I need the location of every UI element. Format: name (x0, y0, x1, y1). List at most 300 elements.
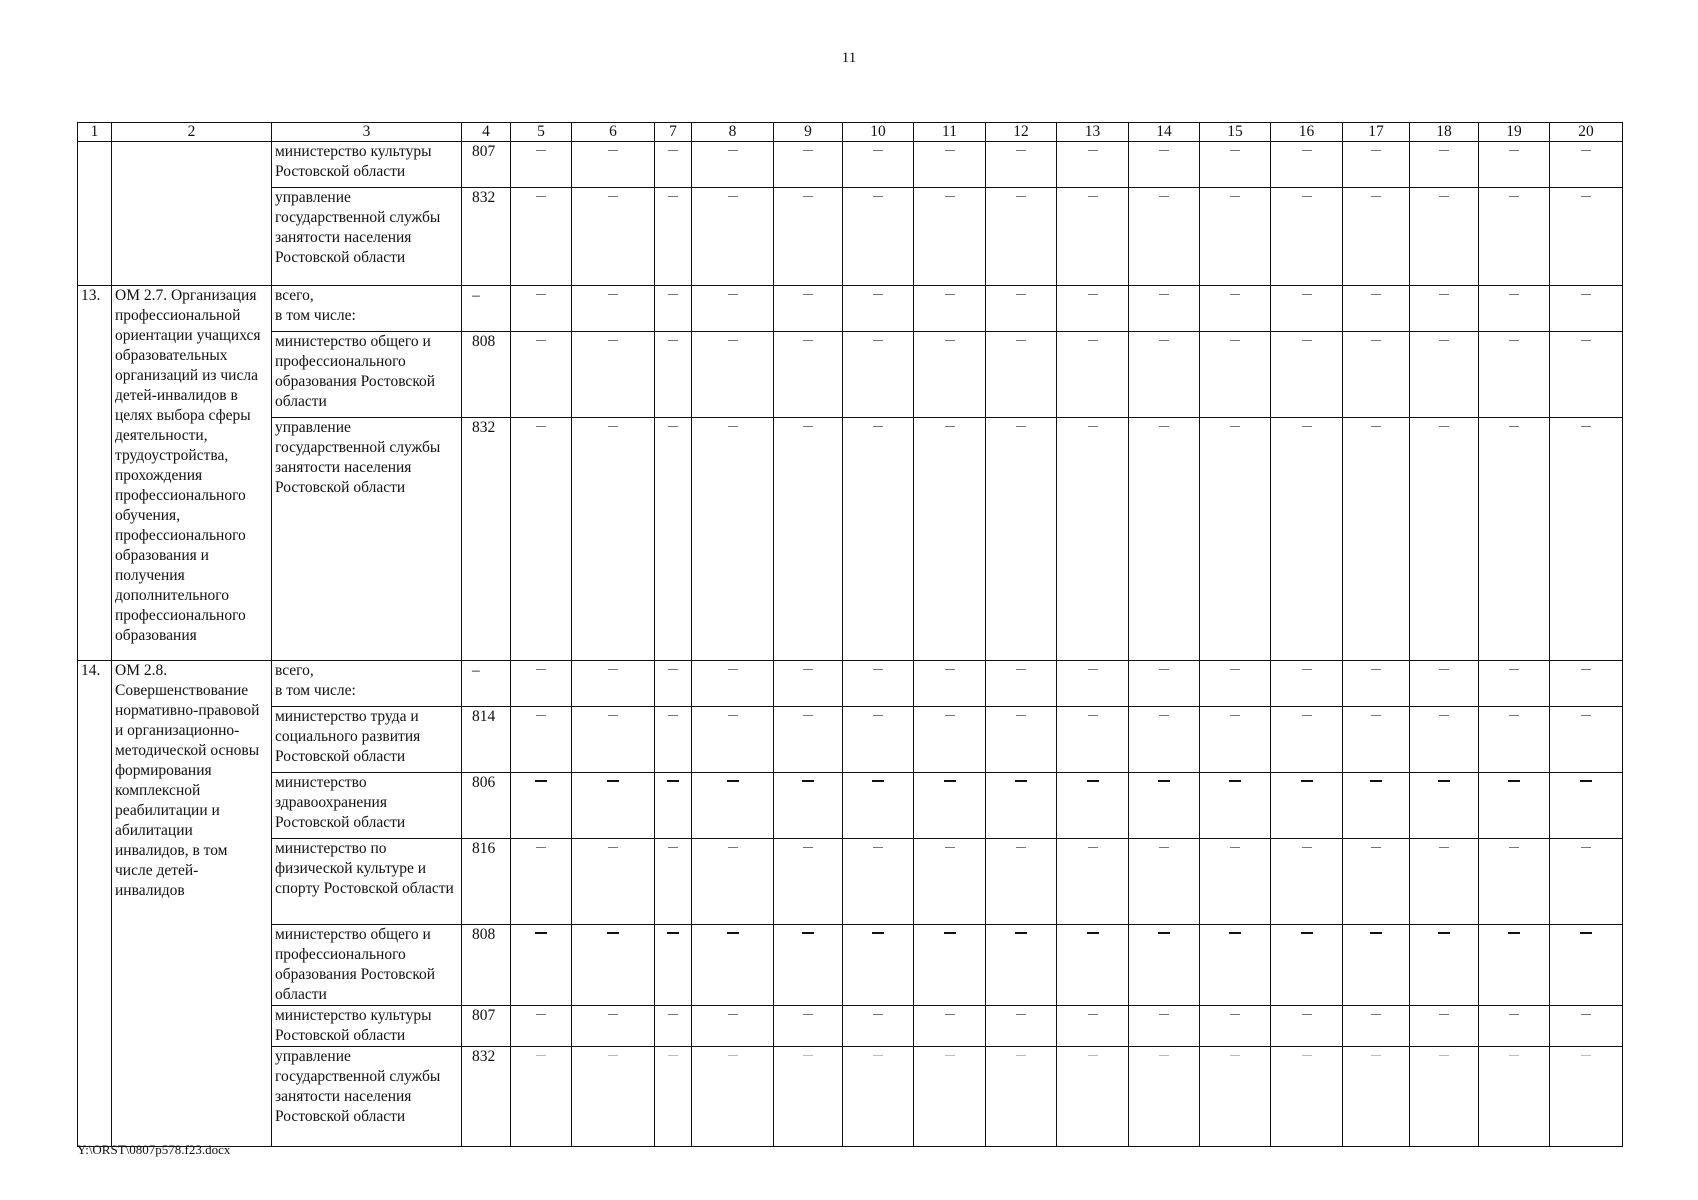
budget-code: 816 (462, 839, 511, 925)
header-cell: 12 (986, 123, 1057, 142)
dash-mark (668, 294, 678, 295)
budget-code: 807 (462, 142, 511, 188)
table-row (78, 773, 1623, 839)
value-cell (1200, 188, 1271, 286)
dash-mark (872, 932, 884, 934)
value-cell (843, 839, 914, 925)
header-cell: 7 (655, 123, 692, 142)
value-cell (914, 332, 986, 418)
dash-mark (1088, 150, 1098, 151)
value-cell (774, 773, 843, 839)
dash-mark (873, 340, 883, 341)
dash-mark (536, 150, 546, 151)
dash-mark (608, 847, 618, 848)
dash-mark (1301, 780, 1313, 782)
value-cell (572, 1006, 655, 1047)
value-cell (1550, 773, 1623, 839)
budget-code: 806 (462, 773, 511, 839)
budget-code: 807 (462, 1006, 511, 1047)
value-cell (1479, 839, 1550, 925)
dash-mark (1159, 426, 1169, 427)
value-cell (1550, 707, 1623, 773)
dash-mark (536, 669, 546, 670)
value-cell (1410, 188, 1479, 286)
dash-mark (1371, 669, 1381, 670)
dash-mark (1302, 294, 1312, 295)
value-cell (655, 839, 692, 925)
value-cell (986, 661, 1057, 707)
dash-mark (668, 669, 678, 670)
value-cell (572, 839, 655, 925)
dash-mark (1581, 669, 1591, 670)
value-cell (1129, 286, 1200, 332)
dash-mark (945, 294, 955, 295)
value-cell (1057, 418, 1129, 661)
dash-mark (668, 150, 678, 151)
value-cell (1343, 142, 1410, 188)
dash-mark (727, 932, 739, 934)
dash-mark (873, 1014, 883, 1015)
dash-mark (1581, 1014, 1591, 1015)
dash-mark (1581, 196, 1591, 197)
value-cell (986, 707, 1057, 773)
value-cell (572, 332, 655, 418)
value-cell (511, 418, 572, 661)
dash-mark (1371, 196, 1381, 197)
dash-mark (1439, 426, 1449, 427)
dash-mark (608, 1014, 618, 1015)
value-cell (914, 773, 986, 839)
dash-mark (1581, 847, 1591, 848)
dash-mark (945, 1014, 955, 1015)
row-number (78, 142, 112, 286)
dash-mark (945, 196, 955, 197)
value-cell (511, 773, 572, 839)
budget-code: 832 (462, 188, 511, 286)
footer-file-path: Y:\ORST\0807p578.f23.docx (77, 1142, 231, 1157)
dash-mark (873, 294, 883, 295)
value-cell (1550, 661, 1623, 707)
value-cell (572, 418, 655, 661)
value-cell (843, 418, 914, 661)
executor-name: управление государственной службы занятости населения Ростовской области (272, 188, 462, 286)
value-cell (511, 707, 572, 773)
header-row (78, 123, 1623, 142)
dash-mark (1581, 150, 1591, 151)
value-cell (692, 773, 774, 839)
dash-mark (873, 150, 883, 151)
table-row (78, 661, 1623, 707)
dash-mark (1016, 150, 1026, 151)
dash-mark (728, 196, 738, 197)
dash-mark (945, 426, 955, 427)
value-cell (692, 188, 774, 286)
value-cell (1343, 188, 1410, 286)
value-cell (1271, 286, 1343, 332)
header-cell: 18 (1410, 123, 1479, 142)
dash-mark (1370, 780, 1382, 782)
dash-mark (535, 932, 547, 934)
executor-name: министерство по физической культуре и спорту Ростовской области (272, 839, 462, 925)
dash-mark (1509, 715, 1519, 716)
dash-mark (728, 1055, 738, 1056)
dash-mark (1159, 150, 1169, 151)
dash-mark (1016, 847, 1026, 848)
value-cell (914, 188, 986, 286)
dash-mark (728, 715, 738, 716)
dash-mark (1439, 340, 1449, 341)
table-row (78, 1047, 1623, 1147)
value-cell (1200, 839, 1271, 925)
value-cell (1479, 142, 1550, 188)
value-cell (1057, 773, 1129, 839)
value-cell (1129, 418, 1200, 661)
dash-mark (728, 669, 738, 670)
dash-mark (1509, 150, 1519, 151)
dash-mark (873, 847, 883, 848)
value-cell (1271, 1047, 1343, 1147)
value-cell (1550, 839, 1623, 925)
dash-mark (1370, 932, 1382, 934)
value-cell (692, 707, 774, 773)
value-cell (692, 925, 774, 1006)
value-cell (914, 1047, 986, 1147)
dash-mark (1015, 932, 1027, 934)
dash-mark (1016, 669, 1026, 670)
value-cell (1057, 286, 1129, 332)
dash-mark (1302, 150, 1312, 151)
dash-mark (1581, 715, 1591, 716)
dash-mark (1230, 715, 1240, 716)
value-cell (843, 707, 914, 773)
value-cell (843, 1047, 914, 1147)
dash-mark (1159, 294, 1169, 295)
dash-mark (1088, 1055, 1098, 1056)
dash-mark (1088, 847, 1098, 848)
dash-mark (803, 847, 813, 848)
executor-name: министерство здравоохранения Ростовской области (272, 773, 462, 839)
value-cell (1200, 1047, 1271, 1147)
dash-mark (803, 1014, 813, 1015)
value-cell (692, 661, 774, 707)
executor-name: управление государственной службы занятости населения Ростовской области (272, 418, 462, 661)
dash-mark (668, 426, 678, 427)
value-cell (1057, 142, 1129, 188)
dash-mark (1230, 669, 1240, 670)
dash-mark (1509, 669, 1519, 670)
value-cell (1550, 1047, 1623, 1147)
value-cell (774, 707, 843, 773)
dash-mark (1158, 932, 1170, 934)
dash-mark (1087, 780, 1099, 782)
value-cell (774, 142, 843, 188)
value-cell (1479, 418, 1550, 661)
value-cell (986, 332, 1057, 418)
dash-mark (1016, 715, 1026, 716)
dash-mark (608, 1055, 618, 1056)
dash-mark (873, 196, 883, 197)
dash-mark (1508, 932, 1520, 934)
dash-mark (944, 932, 956, 934)
dash-mark (728, 150, 738, 151)
dash-mark (1439, 847, 1449, 848)
value-cell (1200, 925, 1271, 1006)
value-cell (1057, 707, 1129, 773)
value-cell (1200, 773, 1271, 839)
value-cell (692, 286, 774, 332)
header-cell: 4 (462, 123, 511, 142)
value-cell (1129, 142, 1200, 188)
dash-mark (1016, 196, 1026, 197)
dash-mark (1230, 196, 1240, 197)
dash-mark (803, 340, 813, 341)
header-cell: 11 (914, 123, 986, 142)
value-cell (774, 332, 843, 418)
dash-mark (1439, 715, 1449, 716)
value-cell (914, 286, 986, 332)
dash-mark (1230, 847, 1240, 848)
value-cell (692, 1047, 774, 1147)
dash-mark (608, 196, 618, 197)
value-cell (572, 661, 655, 707)
dash-mark (1016, 1014, 1026, 1015)
value-cell (986, 188, 1057, 286)
dash-mark (607, 780, 619, 782)
value-cell (1200, 286, 1271, 332)
budget-code: 808 (462, 332, 511, 418)
value-cell (692, 142, 774, 188)
dash-mark (803, 1055, 813, 1056)
value-cell (1129, 773, 1200, 839)
dash-mark (1302, 340, 1312, 341)
value-cell (1200, 707, 1271, 773)
executor-name: управление государственной службы занятости населения Ростовской области (272, 1047, 462, 1147)
value-cell (1200, 142, 1271, 188)
budget-code: 832 (462, 1047, 511, 1147)
row-number: 13. (78, 286, 112, 661)
value-cell (572, 925, 655, 1006)
value-cell (655, 925, 692, 1006)
dash-mark (1302, 1014, 1312, 1015)
measure-name: ОМ 2.8. Совершенствование нормативно-правовой и организационно-методической основы формирования комплексной реабилитации и абилитации инвалидов, в том числе детей-инвалидов (112, 661, 272, 1147)
dash-mark (1438, 932, 1450, 934)
dash-mark (945, 847, 955, 848)
header-cell: 14 (1129, 123, 1200, 142)
value-cell (914, 839, 986, 925)
value-cell (1200, 332, 1271, 418)
value-cell (1271, 1006, 1343, 1047)
dash-mark (608, 669, 618, 670)
dash-mark (1509, 1014, 1519, 1015)
value-cell (655, 1006, 692, 1047)
value-cell (692, 1006, 774, 1047)
executor-name: министерство культуры Ростовской области (272, 1006, 462, 1047)
dash-mark (1508, 780, 1520, 782)
dash-mark (1015, 780, 1027, 782)
executor-name: министерство общего и профессионального образования Ростовской области (272, 925, 462, 1006)
value-cell (511, 661, 572, 707)
dash-mark (1509, 847, 1519, 848)
dash-mark (1229, 780, 1241, 782)
dash-mark (1439, 1055, 1449, 1056)
value-cell (1271, 707, 1343, 773)
value-cell (1343, 418, 1410, 661)
table-row (78, 286, 1623, 332)
value-cell (1271, 661, 1343, 707)
dash-mark (873, 1055, 883, 1056)
header-cell: 1 (78, 123, 112, 142)
value-cell (843, 661, 914, 707)
dash-mark (607, 932, 619, 934)
dash-mark (945, 340, 955, 341)
value-cell (986, 286, 1057, 332)
dash-mark (803, 196, 813, 197)
dash-mark (872, 780, 884, 782)
table-row (78, 1006, 1623, 1047)
dash-mark (1230, 426, 1240, 427)
dash-mark (1016, 294, 1026, 295)
value-cell (572, 142, 655, 188)
dash-mark (608, 340, 618, 341)
budget-code: – (462, 286, 511, 332)
dash-mark (536, 340, 546, 341)
value-cell (511, 142, 572, 188)
value-cell (1057, 839, 1129, 925)
value-cell (1271, 142, 1343, 188)
dash-mark (1230, 294, 1240, 295)
value-cell (843, 925, 914, 1006)
dash-mark (668, 196, 678, 197)
value-cell (914, 707, 986, 773)
value-cell (655, 332, 692, 418)
dash-mark (1159, 1014, 1169, 1015)
dash-mark (1088, 294, 1098, 295)
value-cell (655, 188, 692, 286)
value-cell (986, 773, 1057, 839)
value-cell (1057, 1006, 1129, 1047)
value-cell (1410, 707, 1479, 773)
dash-mark (1159, 196, 1169, 197)
dash-mark (1230, 150, 1240, 151)
value-cell (572, 707, 655, 773)
dash-mark (668, 340, 678, 341)
header-cell: 20 (1550, 123, 1623, 142)
value-cell (914, 1006, 986, 1047)
dash-mark (1439, 1014, 1449, 1015)
value-cell (1343, 925, 1410, 1006)
value-cell (1343, 773, 1410, 839)
row-number: 14. (78, 661, 112, 1147)
executor-name: всего, в том числе: (272, 661, 462, 707)
dash-mark (1581, 426, 1591, 427)
header-cell: 2 (112, 123, 272, 142)
value-cell (1479, 1047, 1550, 1147)
dash-mark (1230, 1014, 1240, 1015)
value-cell (1479, 773, 1550, 839)
page-number: 11 (841, 50, 857, 66)
dash-mark (1509, 294, 1519, 295)
header-cell: 3 (272, 123, 462, 142)
dash-mark (1438, 780, 1450, 782)
value-cell (1479, 332, 1550, 418)
value-cell (511, 839, 572, 925)
dash-mark (536, 715, 546, 716)
header-cell: 9 (774, 123, 843, 142)
value-cell (572, 188, 655, 286)
value-cell (1343, 1047, 1410, 1147)
dash-mark (1439, 196, 1449, 197)
budget-code: 814 (462, 707, 511, 773)
dash-mark (1371, 150, 1381, 151)
value-cell (1129, 1047, 1200, 1147)
dash-mark (728, 1014, 738, 1015)
dash-mark (1371, 847, 1381, 848)
dash-mark (1302, 715, 1312, 716)
value-cell (1129, 661, 1200, 707)
value-cell (986, 839, 1057, 925)
dash-mark (1088, 426, 1098, 427)
value-cell (1200, 1006, 1271, 1047)
dash-mark (1509, 340, 1519, 341)
value-cell (1479, 925, 1550, 1006)
dash-mark (1302, 426, 1312, 427)
measure-name: ОМ 2.7. Организация профессиональной ориентации учащихся образовательных организаций из числа детей-инвалидов в целях выбора сферы деятельности, трудоустройства, прохождения профессионального обучения, профессионального образования и получения дополнительного профессионального образования (112, 286, 272, 661)
value-cell (774, 661, 843, 707)
value-cell (511, 925, 572, 1006)
executor-name: министерство труда и социального развития Ростовской области (272, 707, 462, 773)
value-cell (986, 925, 1057, 1006)
value-cell (1410, 1006, 1479, 1047)
dash-mark (803, 150, 813, 151)
dash-mark (1159, 669, 1169, 670)
dash-mark (1509, 1055, 1519, 1056)
dash-mark (728, 340, 738, 341)
value-cell (1410, 418, 1479, 661)
dash-mark (873, 669, 883, 670)
value-cell (1271, 773, 1343, 839)
dash-mark (1302, 847, 1312, 848)
dash-mark (668, 1055, 678, 1056)
value-cell (1343, 286, 1410, 332)
value-cell (1479, 707, 1550, 773)
value-cell (843, 1006, 914, 1047)
value-cell (1410, 142, 1479, 188)
dash-mark (1439, 150, 1449, 151)
dash-mark (945, 669, 955, 670)
value-cell (1479, 286, 1550, 332)
dash-mark (1088, 340, 1098, 341)
dash-mark (728, 426, 738, 427)
dash-mark (1302, 1055, 1312, 1056)
dash-mark (802, 780, 814, 782)
value-cell (986, 1006, 1057, 1047)
dash-mark (1016, 340, 1026, 341)
dash-mark (1302, 669, 1312, 670)
value-cell (1410, 1047, 1479, 1147)
value-cell (655, 286, 692, 332)
value-cell (1550, 418, 1623, 661)
dash-mark (803, 669, 813, 670)
value-cell (1410, 661, 1479, 707)
value-cell (914, 661, 986, 707)
dash-mark (1371, 1055, 1381, 1056)
value-cell (774, 1047, 843, 1147)
value-cell (774, 1006, 843, 1047)
dash-mark (803, 715, 813, 716)
value-cell (1057, 332, 1129, 418)
dash-mark (1230, 1055, 1240, 1056)
value-cell (572, 1047, 655, 1147)
